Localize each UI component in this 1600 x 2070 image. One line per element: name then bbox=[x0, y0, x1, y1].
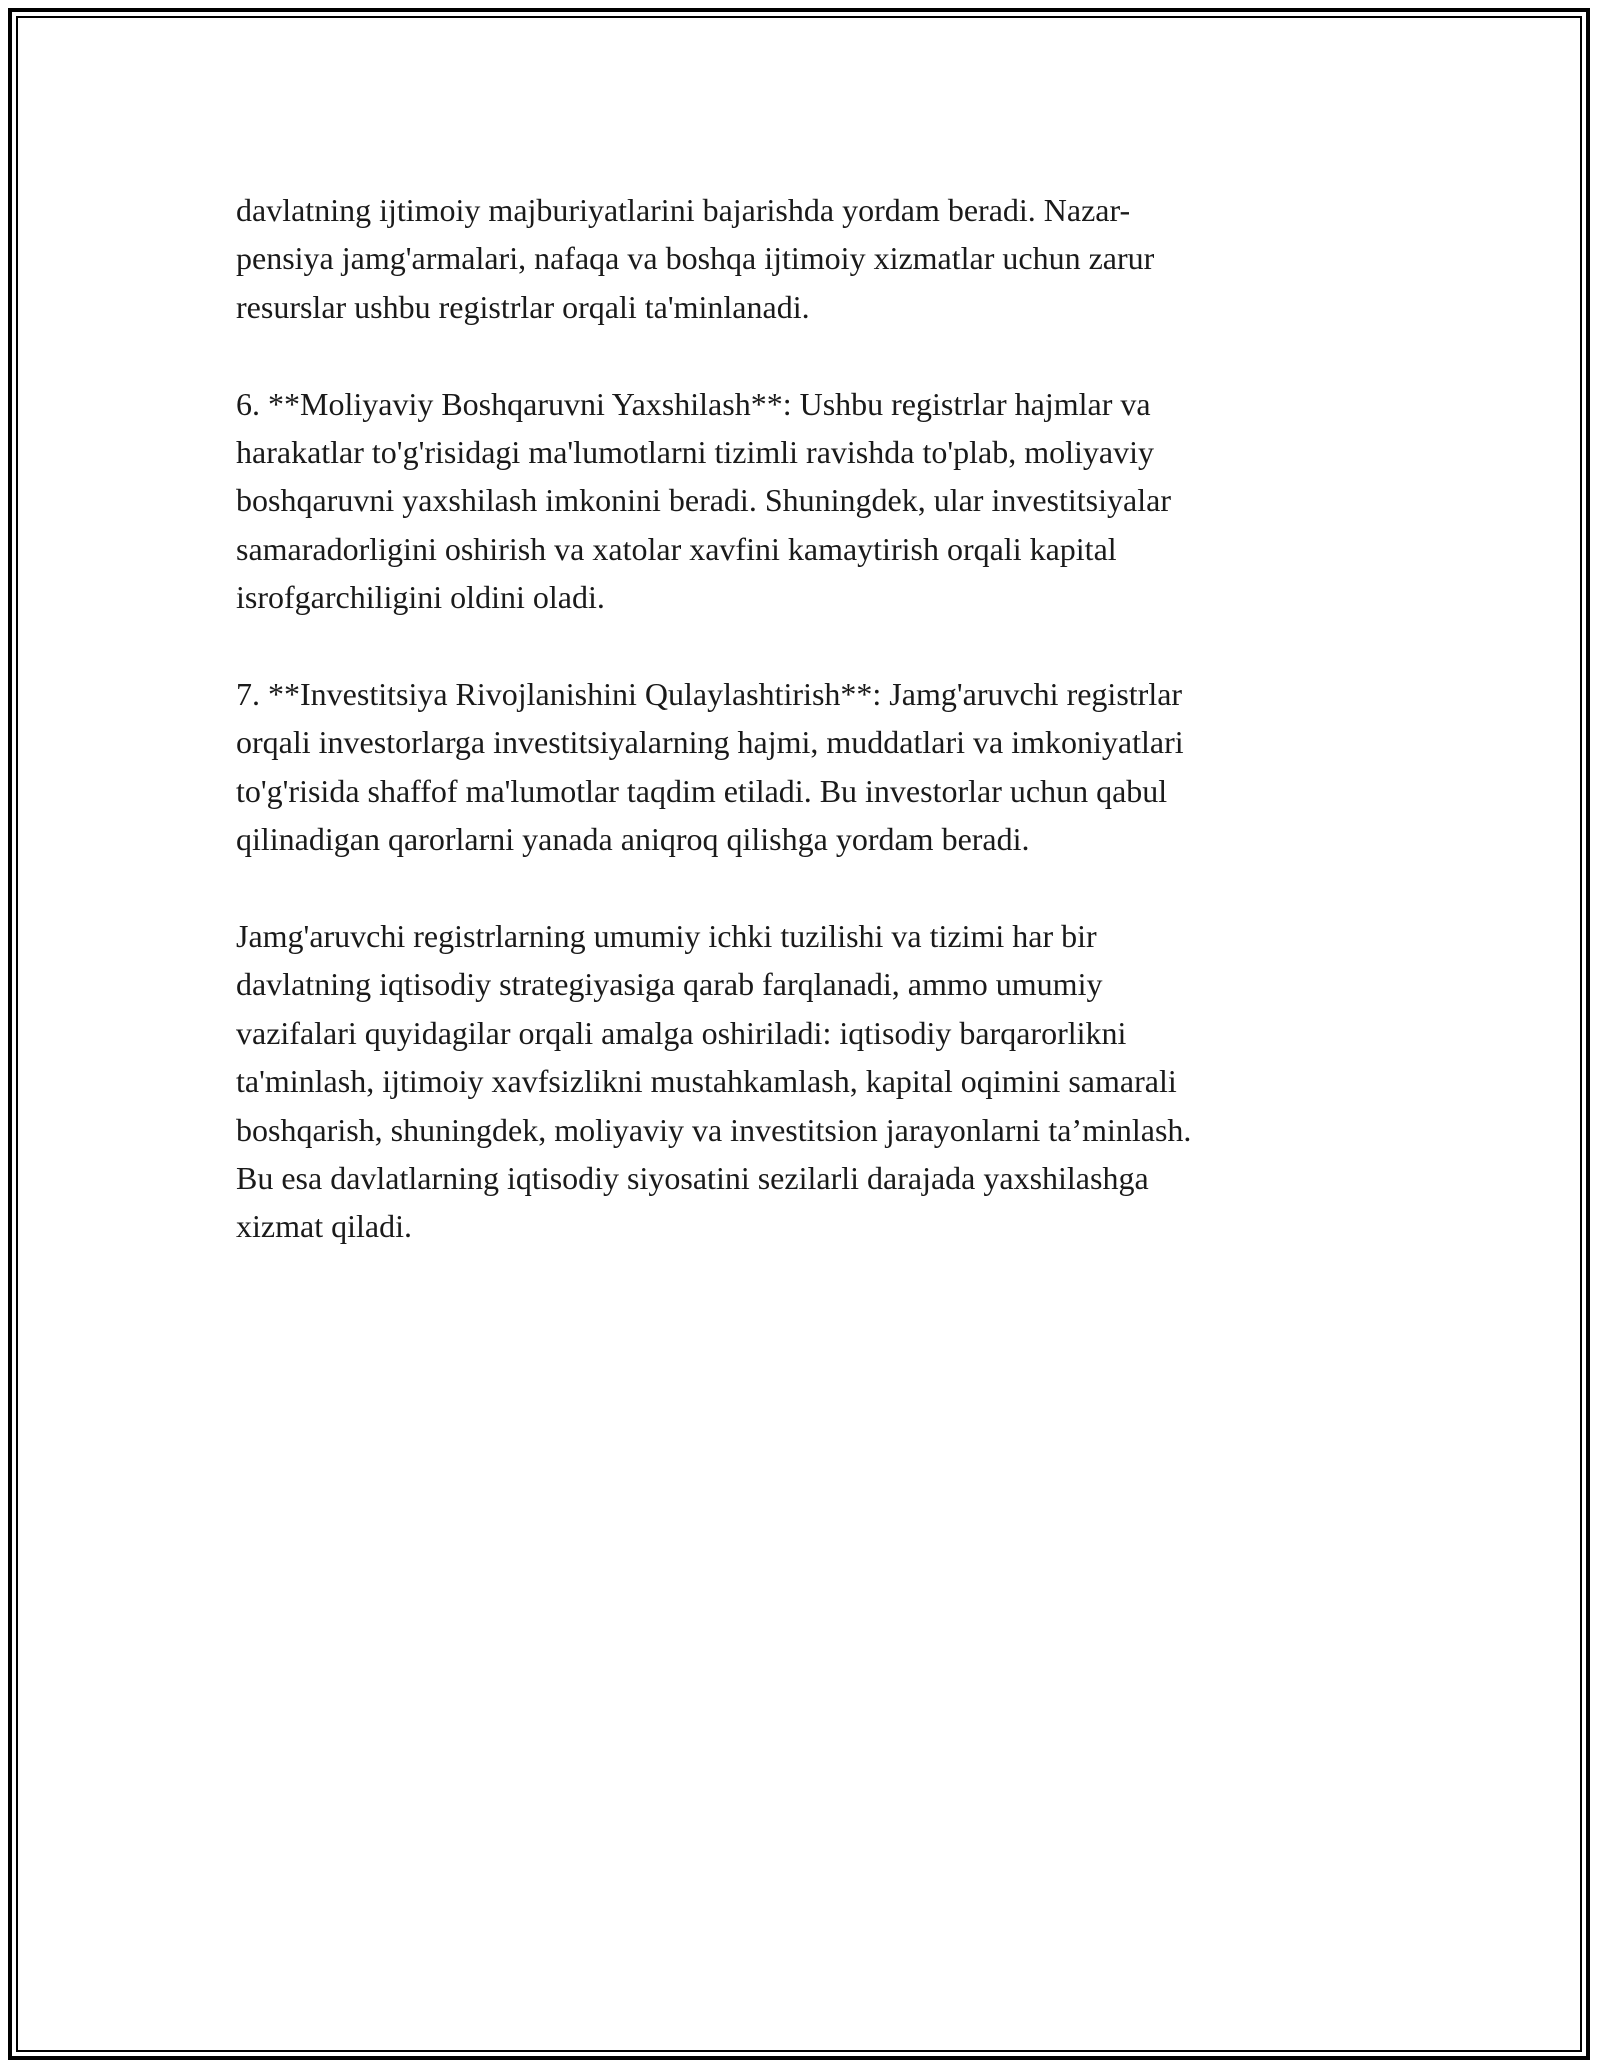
text-line: qilinadigan qarorlarni yanada aniqroq qilishga yordam beradi. bbox=[236, 821, 1030, 858]
text-line: boshqarish, shuningdek, moliyaviy va investitsion jarayonlarni ta’minlash. bbox=[236, 1111, 1192, 1148]
paragraph-item-7 bbox=[236, 670, 1376, 864]
text-line: Jamg'aruvchi registrlarning umumiy ichki tuzilishi va tizimi har bir bbox=[236, 918, 1097, 955]
text-line: pensiya jamg'armalari, nafaqa va boshqa ijtimoiy xizmatlar uchun zarur bbox=[236, 240, 1155, 277]
paragraph-continuation bbox=[236, 186, 1376, 331]
text-line: ta'minlash, ijtimoiy xavfsizlikni mustahkamlash, kapital oqimini samarali bbox=[236, 1063, 1177, 1100]
text-line: xizmat qiladi. bbox=[236, 1208, 412, 1245]
text-line: vazifalari quyidagilar orqali amalga oshiriladi: iqtisodiy barqarorlikni bbox=[236, 1014, 1127, 1051]
text-line: orqali investorlarga investitsiyalarning hajmi, muddatlari va imkoniyatlari bbox=[236, 724, 1184, 761]
text-line: samaradorligini oshirish va xatolar xavfini kamaytirish orqali kapital bbox=[236, 530, 1117, 567]
text-line: resurslar ushbu registrlar orqali ta'minlanadi. bbox=[236, 288, 810, 325]
paragraph-conclusion bbox=[236, 912, 1376, 1251]
text-line: boshqaruvni yaxshilash imkonini beradi. Shuningdek, ular investitsiyalar bbox=[236, 482, 1171, 519]
paragraph-item-6 bbox=[236, 380, 1376, 622]
text-line: davlatning iqtisodiy strategiyasiga qarab farqlanadi, ammo umumiy bbox=[236, 966, 1103, 1003]
text-line: harakatlar to'g'risidagi ma'lumotlarni tizimli ravishda to'plab, moliyaviy bbox=[236, 434, 1154, 471]
document-body bbox=[236, 186, 1376, 1299]
text-line: 6. **Moliyaviy Boshqaruvni Yaxshilash**: Ushbu registrlar hajmlar va bbox=[236, 385, 1151, 422]
text-line: Bu esa davlatlarning iqtisodiy siyosatini sezilarli darajada yaxshilashga bbox=[236, 1160, 1149, 1197]
text-line: 7. **Investitsiya Rivojlanishini Qulaylashtirish**: Jamg'aruvchi registrlar bbox=[236, 676, 1183, 713]
text-line: to'g'risida shaffof ma'lumotlar taqdim etiladi. Bu investorlar uchun qabul bbox=[236, 772, 1168, 809]
text-line: isrofgarchiligini oldini oladi. bbox=[236, 579, 605, 616]
text-line: davlatning ijtimoiy majburiyatlarini bajarishda yordam beradi. Nazar- bbox=[236, 192, 1131, 228]
